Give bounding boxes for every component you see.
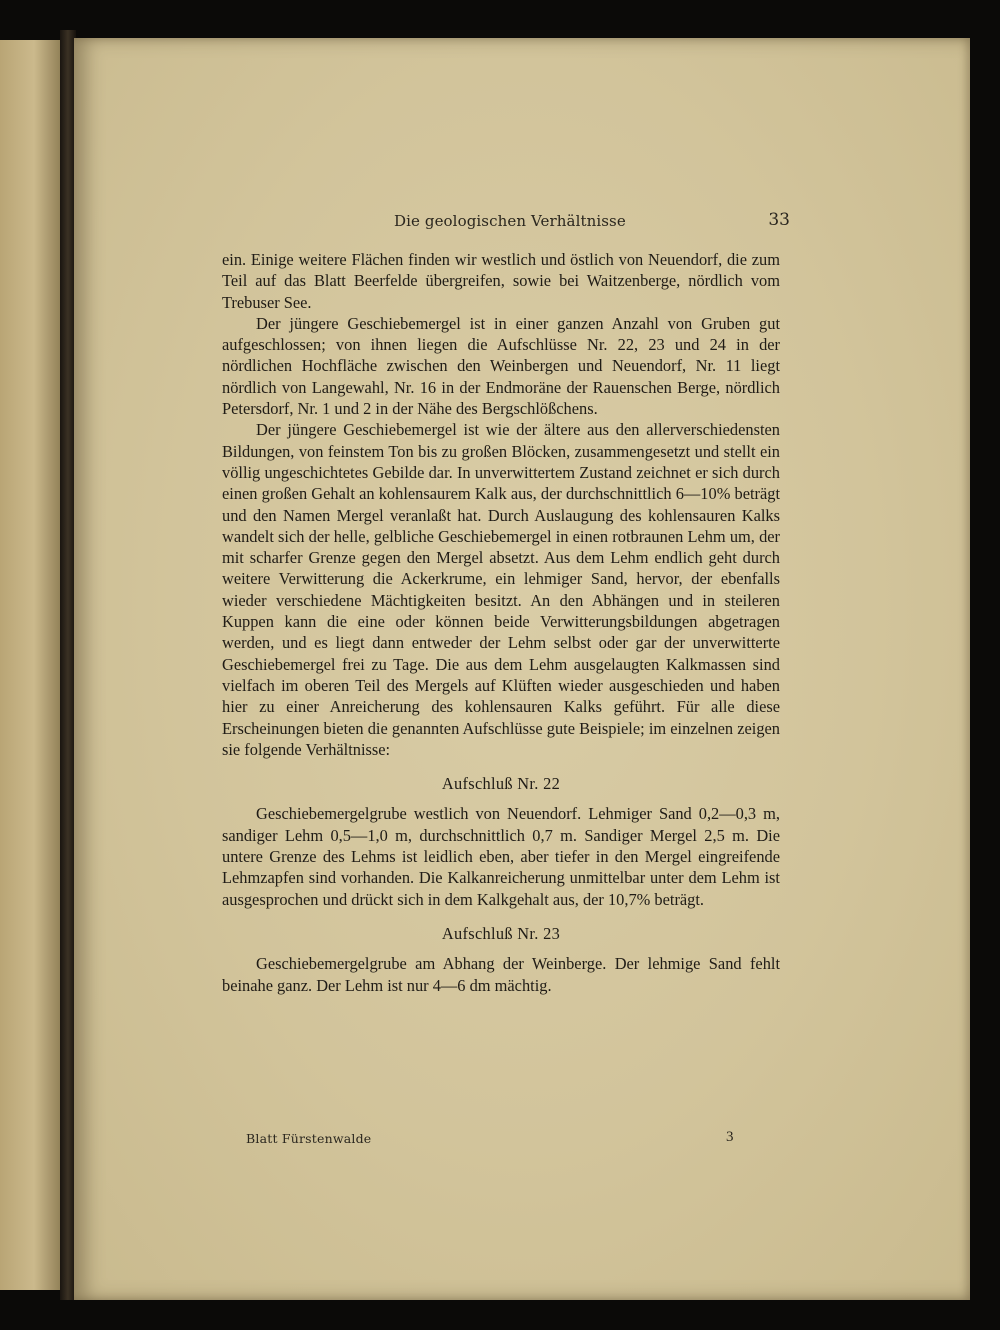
paragraph: Der jüngere Geschiebemergel ist wie der ältere aus den allerverschiedensten Bildungen, von feinstem Ton bis zu großen Blöcken, zusammengesetzt und stellt ein völlig ungeschichtetes Gebilde dar. In unverwittertem Zustand zeichnet er sich durch einen großen Gehalt an kohlensaurem Kalk aus, der durchschnittlich 6—10% beträgt und den Namen Mergel veranlaßt hat. Durch Auslaugung des kohlensauren Kalks wandelt sich der helle, gelbliche Geschiebemergel in einen rotbraunen Lehm um, der mit scharfer Grenze gegen den Mergel absetzt. Aus dem Lehm endlich geht durch weitere Verwitterung die Ackerkrume, ein lehmiger Sand, hervor, der ebenfalls wieder verschiedene Mächtigkeiten besitzt. An den Abhängen und in steileren Kuppen kann die eine oder können beide Verwitterungsbildungen abgetragen werden, und es liegt dann entweder der Lehm selbst oder gar der unverwitterte Geschiebemergel frei zu Tage. Die aus dem Lehm ausgelaugten Kalkmassen sind vielfach im oberen Teil des Mergels auf Klüften wieder ausgeschieden und haben hier zu einer Anreicherung des kohlensauren Kalks geführt. Für alle diese Erscheinungen bieten die genannten Aufschlüsse gute Beispiele; im einzelnen zeigen sie folgende Verhältnisse: xyxy=(222,420,780,759)
section-heading: Aufschluß Nr. 23 xyxy=(441,923,561,943)
page-body xyxy=(222,249,780,996)
running-title: Die geologischen Verhältnisse xyxy=(394,212,626,230)
book-page xyxy=(74,38,970,1300)
paragraph: Der jüngere Geschiebemergel ist in einer ganzen Anzahl von Gruben gut aufgeschlossen; von ihnen liegen die Aufschlüsse Nr. 22, 23 und 24 in der nördlichen Hochfläche zwischen den Weinbergen und Neuendorf, Nr. 11 liegt nördlich von Langewahl, Nr. 16 in der Endmoräne der Rauenschen Berge, nördlich Petersdorf, Nr. 1 und 2 in der Nähe des Bergschlößchens. xyxy=(222,313,780,419)
section-heading: Aufschluß Nr. 22 xyxy=(441,774,561,794)
running-header xyxy=(374,210,790,232)
page-number: 33 xyxy=(768,210,790,230)
previous-page-edge xyxy=(0,40,62,1290)
paragraph: ein. Einige weitere Flächen finden wir westlich und östlich von Neuendorf, die zum Teil auf das Blatt Beerfelde übergreifen, sowie bei Waitzenberge, nördlich vom Trebuser See. xyxy=(222,250,780,312)
section-paragraph: Geschiebemergelgrube westlich von Neuendorf. Lehmiger Sand 0,2—0,3 m, sandiger Lehm 0,5—1,0 m, durchschnittlich 0,7 m. Sandiger Mergel 2,5 m. Die untere Grenze des Lehms ist leidlich eben, aber tiefer in den Mergel eingreifende Lehmzapfen sind vorhanden. Die Kalkanreicherung unmittelbar unter dem Lehm ist ausgesprochen und drückt sich in dem Kalkgehalt aus, der 10,7% beträgt. xyxy=(222,804,780,909)
signature-number: 3 xyxy=(726,1129,734,1145)
signature-line: Blatt Fürstenwalde xyxy=(246,1131,372,1146)
section-paragraph: Geschiebemergelgrube am Abhang der Weinberge. Der lehmige Sand fehlt beinahe ganz. Der Lehm ist nur 4—6 dm mächtig. xyxy=(222,954,780,995)
